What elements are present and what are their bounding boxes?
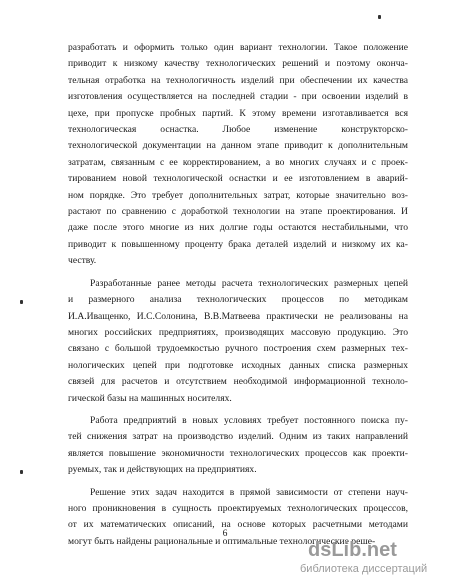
margin-mark-left — [20, 300, 23, 304]
text-line: связей для расчетов и отсутствием необходимой информационной техноло- — [68, 376, 408, 388]
text-line: разработать и оформить только один вариант технологии. Такое положение — [68, 42, 408, 53]
text-line: и размерного анализа технологических процессов по методикам — [68, 294, 408, 306]
text-line: тированием новой технологической оснастки и ее изготовлением в аварий- — [68, 173, 408, 185]
text-line: гической базы на машинных носителях. — [68, 392, 232, 404]
text-line: ного проникновения в сущность проектируемых технологических процессов, — [68, 502, 408, 514]
text-line: даже после этого многие из них долгие годы остаются нестабильными, что — [68, 222, 408, 234]
text-line: могут быть найдены рациональные и оптимальные технологические реше- — [68, 535, 376, 547]
text-line: затратам, связанным с ее корректированием, а во многих случаях и с проек- — [68, 156, 408, 168]
text-line: Решение этих задач находится в прямой зависимости от степени науч- — [90, 486, 408, 498]
text-line: является повышение экономичности технологических процессов как проекти- — [68, 447, 408, 459]
text-line: от их математических описаний, на основе которых расчетными методами — [68, 519, 408, 531]
text-line: изготовления осуществляется на последней стадии - при освоении изделий в — [68, 91, 408, 103]
text-line: нологических цепей при подготовке исходных данных списка размерных — [68, 359, 408, 371]
page-number: 6 — [222, 528, 228, 539]
text-line: технологическая оснастка. Любое изменение конструкторско- — [68, 124, 408, 136]
text-line: руемых, так и действующих на предприятиях. — [68, 464, 257, 476]
watermark-logo: dsLib.net — [308, 539, 397, 561]
margin-mark-bottom-left — [20, 470, 23, 474]
text-line: Работа предприятий в новых условиях требует постоянного поиска пу- — [90, 414, 408, 426]
text-line: честву. — [68, 255, 97, 267]
text-line: цехе, при пропуске пробных партий. К этому времени изготавливается вся — [68, 107, 408, 119]
watermark — [300, 537, 450, 581]
body-text — [68, 40, 408, 550]
text-line: Разработанные ранее методы расчета технологических размерных цепей — [90, 277, 408, 289]
text-line: ном порядке. Это требует дополнительных затрат, которые значительно воз- — [68, 189, 408, 201]
text-line: связано с большой трудоемкостью ручного построения схем размерных тех- — [68, 343, 408, 355]
paragraph-2 — [68, 276, 408, 407]
text-line: приводит к низкому качеству технологических решений и поэтому оконча- — [68, 58, 408, 70]
text-line: технологической документации на данном этапе приводит к дополнительным — [68, 140, 408, 152]
watermark-caption: библиотека диссертаций — [300, 563, 428, 575]
text-line: растают по сравнению с доработкой технологии на этапе проектирования. И — [68, 206, 408, 218]
text-line: тельная отработка на технологичность изделий при обеспечении их качества — [68, 74, 408, 86]
text-line: многих российских предприятиях, производящих массовую продукцию. Это — [68, 326, 408, 338]
margin-mark-top-right — [378, 15, 381, 19]
text-line: приводит к повышенному проценту брака деталей изделий и низкому их ка- — [68, 238, 408, 250]
text-line: И.А.Иващенко, И.С.Солонина, В.В.Матвеева практически не реализованы на — [68, 310, 408, 322]
paragraph-3 — [68, 413, 408, 479]
text-line: тей снижения затрат на производство изделий. Одним из таких направлений — [68, 431, 408, 443]
paragraph-1 — [68, 40, 408, 270]
